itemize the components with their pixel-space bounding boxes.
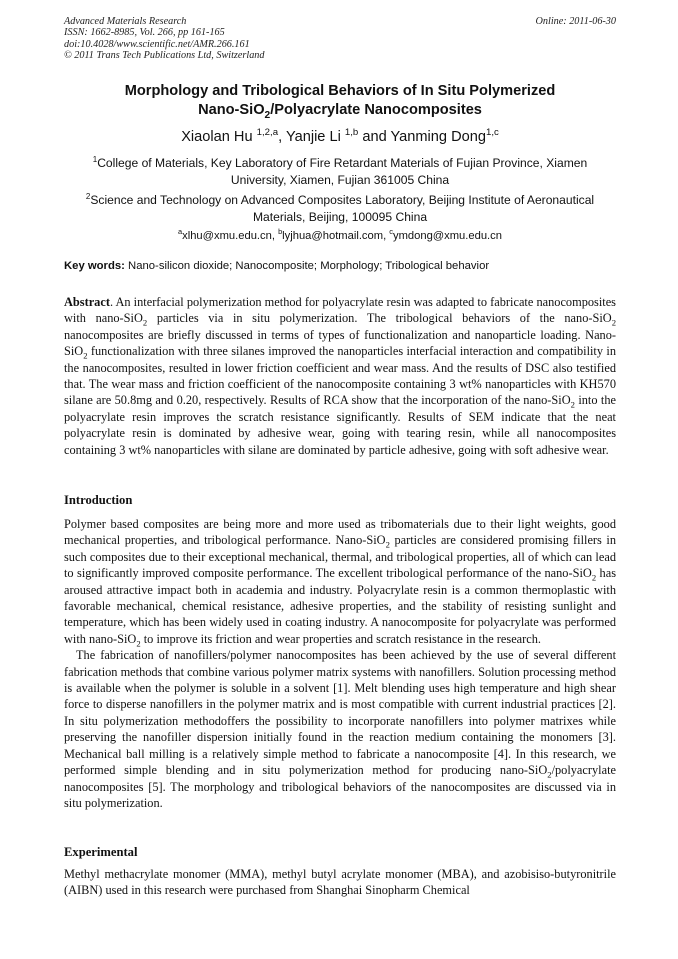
paragraph-text: has aroused attractive impact both in academia and industry. Polyacrylate resin is a common thermoplastic with favorable mechanical, chemical resistance, adhesive properties, and the stability of resisting sunlight and temperature, which has been widely used in coating industry. A nanocomposite for polyacrylate was performed with nano-SiO	[64, 566, 616, 646]
introduction-body	[64, 516, 616, 811]
paragraph-text: /polyacrylate nanocomposites [5]. The morphology and tribological behaviors of the nanocomposites are discussed via in situ polymerization.	[64, 763, 616, 810]
section-heading-experimental: Experimental	[64, 845, 138, 859]
affiliation-text: Science and Technology on Advanced Composites Laboratory, Beijing Institute of Aeronautical Materials, Beijing, 100095 China	[90, 193, 595, 224]
affiliation-mark: 1	[92, 154, 98, 164]
email-mark: a	[178, 226, 183, 236]
abstract-text: . An interfacial polymerization method for polyacrylate resin was adapted to fabricate nanocomposites with nano-SiO	[64, 295, 616, 326]
author-affiliation-mark: 1,2,a	[256, 126, 279, 138]
online-date: Online: 2011-06-30	[535, 16, 616, 27]
subscript: 2	[83, 350, 88, 361]
subscript: 2	[591, 572, 597, 583]
paragraph-text: Polymer based composites are being more and more used as tribomaterials due to their light weights, good mechanical properties, and tribological performance. Nano-SiO	[64, 517, 616, 548]
author-name: Yanjie Li	[285, 129, 341, 145]
email-separator: ,	[383, 230, 390, 242]
affiliation-2	[64, 192, 616, 226]
subscript: 2	[547, 769, 552, 780]
subscript: 2	[142, 317, 148, 328]
email-link[interactable]: lyjhua@hotmail.com	[282, 230, 384, 242]
email-separator: ,	[271, 230, 279, 242]
author-name: Xiaolan Hu	[181, 129, 253, 145]
paragraph	[64, 516, 616, 647]
subscript: 2	[385, 539, 390, 550]
paragraph-text: particles are considered promising fillers in such composites due to their exceptional mechanical, thermal, and tribological properties, all of which can lead to significantly improved composite performance. The excellent tribological performance of the nano-SiO	[64, 533, 616, 581]
doi-line[interactable]: doi:10.4028/www.scientific.net/AMR.266.161	[64, 38, 250, 50]
journal-name: Advanced Materials Research	[64, 16, 187, 27]
author-separator: ,	[278, 129, 286, 145]
abstract-text: particles via in situ polymerization. The tribological behaviors of the nano-SiO	[147, 311, 612, 326]
paragraph	[64, 647, 616, 811]
running-header	[64, 16, 616, 62]
title-text: /Polyacrylate Nanocomposites	[270, 102, 482, 118]
title-line-2	[64, 101, 616, 120]
paragraph-text: The fabrication of nanofillers/polymer nanocomposites has been achieved by the use of several different fabrication methods that combine various polymer matrix systems with nanofillers. Solution processing method is available when the polymer is soluble in a solvent [1]. Melt blending uses high temperature and high shear force to disperse nanofillers in the polymer matrix and is most compatible with current industrial practices [2]. In situ polymerization methodoffers the possibility to incorporate nanofillers into polymer matrixes while preserving the nanofiller dispersion initially found in the reaction medium containing the monomers [3]. Mechanical ball milling is a relatively simple method to fabricate a nanocomposite [4]. In this research, we performed simple blending and in situ polymerization method for producing nano-SiO	[64, 648, 616, 778]
subscript: 2	[570, 399, 575, 410]
abstract	[64, 294, 616, 458]
author-name: Yanming Dong	[390, 129, 486, 145]
keywords-label: Key words:	[64, 260, 125, 272]
section-heading-introduction: Introduction	[64, 493, 133, 507]
abstract-text: functionalization with three silanes improved the nanoparticles interfacial interaction and compatibility in the nanocomposites, resulted in lower friction coefficient and wear mass. And the results of DSC also testified that. The wear mass and friction coefficient of the nanocomposite containing 3 wt% nanoparticles with KH570 silane are 50.8mg and 0.20, respectively. Results of RCA show that the incorporation of the nano-SiO	[64, 344, 616, 408]
email-mark: c	[389, 226, 393, 236]
abstract-text: into the polyacrylate resin improves the scratch resistance significantly. Results of SEM indicate that the neat polyacrylate resin is dominated by adhesive wear, going with tearing resin, while all nanocomposites containing 3 wt% nanoparticles with silane are dominated by particle adhesive, going with soft adhesive wear.	[64, 393, 616, 457]
abstract-text: nanocomposites are briefly discussed in terms of types of functionalization and nanoparticle loading. Nano-SiO	[64, 327, 616, 359]
affiliation-text: College of Materials, Key Laboratory of Fire Retardant Materials of Fujian Province, Xiamen University, Xiamen, Fujian 361005 China	[97, 156, 588, 187]
title-line-1: Morphology and Tribological Behaviors of In Situ Polymerized	[124, 83, 556, 99]
keywords	[64, 259, 616, 274]
issn-line: ISSN: 1662-8985, Vol. 266, pp 161-165	[64, 27, 225, 39]
paper-title	[64, 82, 616, 120]
author-affiliation-mark: 1,b	[344, 126, 359, 138]
keywords-text: Nano-silicon dioxide; Nanocomposite; Morphology; Tribological behavior	[128, 260, 490, 272]
paragraph-text: to improve its friction and wear properties and scratch resistance in the research.	[140, 631, 541, 646]
email-mark: b	[278, 226, 283, 236]
experimental-body	[64, 866, 616, 899]
title-subscript: 2	[264, 109, 271, 121]
author-separator: and	[358, 129, 391, 145]
subscript: 2	[611, 317, 616, 328]
author-emails	[64, 226, 616, 244]
author-affiliation-mark: 1,c	[485, 126, 499, 138]
paragraph-text: Methyl methacrylate monomer (MMA), methyl butyl acrylate monomer (MBA), and azobisiso-butyronitrile (AIBN) used in this research were purchased from Shanghai Sinopharm Chemical	[64, 867, 616, 898]
subscript: 2	[136, 638, 141, 649]
author-list	[64, 128, 616, 146]
title-text: Nano-SiO	[198, 102, 265, 118]
affiliation-1	[64, 155, 616, 189]
affiliation-mark: 2	[85, 191, 91, 201]
email-link[interactable]: ymdong@xmu.edu.cn	[392, 230, 502, 242]
email-link[interactable]: xlhu@xmu.edu.cn	[182, 230, 272, 242]
abstract-label: Abstract	[64, 295, 110, 309]
copyright-line: © 2011 Trans Tech Publications Ltd, Switzerland	[64, 50, 265, 62]
